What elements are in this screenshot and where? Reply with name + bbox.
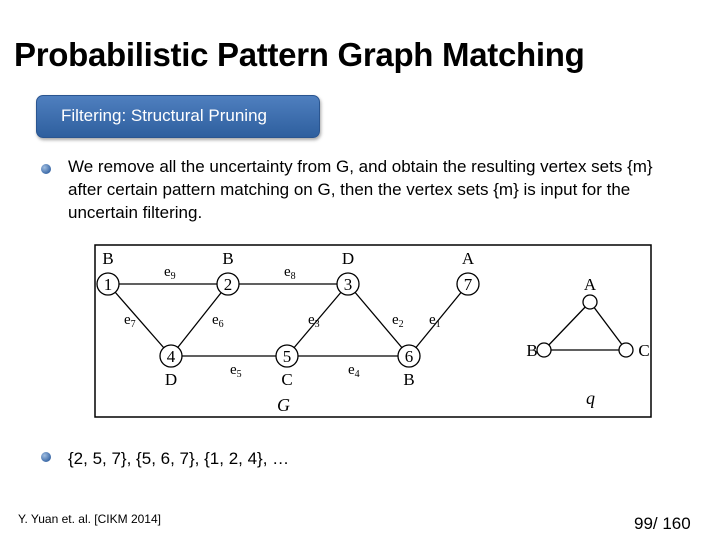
figure-border [95, 245, 651, 417]
query-vertex-A [583, 295, 597, 309]
page-number: 99/ 160 [634, 514, 691, 533]
vertex-label-6: B [403, 370, 415, 389]
bullet-icon [41, 164, 51, 174]
vertex-id-6: 6 [404, 347, 414, 366]
edge-label-e4: $e_4$ [348, 362, 360, 380]
vertex-label-5: C [281, 370, 293, 389]
citation: Y. Yuan et. al. [CIKM 2014] [18, 512, 161, 526]
query-vertex-label-A: A [583, 275, 597, 294]
vertex-id-7: 7 [463, 275, 473, 294]
graph-figure [94, 244, 654, 423]
vertex-label-3: D [341, 249, 355, 268]
vertex-label-4: D [164, 370, 178, 389]
vertex-id-2: 2 [223, 275, 233, 294]
bullet-text-2: {2, 5, 7}, {5, 6, 7}, {1, 2, 4}, … [68, 449, 290, 468]
vertex-id-3: 3 [343, 275, 353, 294]
query-vertex-label-C: C [638, 341, 650, 360]
edge-label-e9: $e_9$ [164, 264, 176, 282]
query-vertex-C [619, 343, 633, 357]
bullet-icon [41, 452, 51, 462]
edge-label-e7: $e_7$ [124, 312, 136, 330]
vertex-label-1: B [102, 249, 114, 268]
slide-title: Probabilistic Pattern Graph Matching [14, 36, 585, 73]
section-badge [36, 95, 320, 138]
vertex-label-2: B [222, 249, 234, 268]
edge-label-e6: $e_6$ [212, 312, 224, 330]
bullet-text-1: We remove all the uncertainty from G, and obtain the resulting vertex sets {m} after certain pattern matching on G, then the vertex sets {m} is input for the uncertain filtering. [68, 157, 653, 222]
section-badge-label: Filtering: Structural Pruning [61, 106, 267, 125]
vertex-id-1: 1 [103, 275, 113, 294]
edge-label-e1: $e_1$ [429, 312, 441, 330]
vertex-id-4: 4 [166, 347, 176, 366]
edge-label-e8: $e_8$ [284, 264, 296, 282]
vertex-id-5: 5 [282, 347, 292, 366]
query-vertex-label-B: B [526, 341, 538, 360]
graph-svg [94, 244, 654, 418]
edge-label-e2: $e_2$ [392, 312, 404, 330]
graph-g-caption: G [277, 395, 290, 415]
edge-label-e3: $e_3$ [308, 312, 320, 330]
edge-label-e5: $e_5$ [230, 362, 242, 380]
query-vertex-B [537, 343, 551, 357]
graph-q-caption: q [586, 388, 595, 408]
vertex-label-7: A [461, 249, 475, 268]
